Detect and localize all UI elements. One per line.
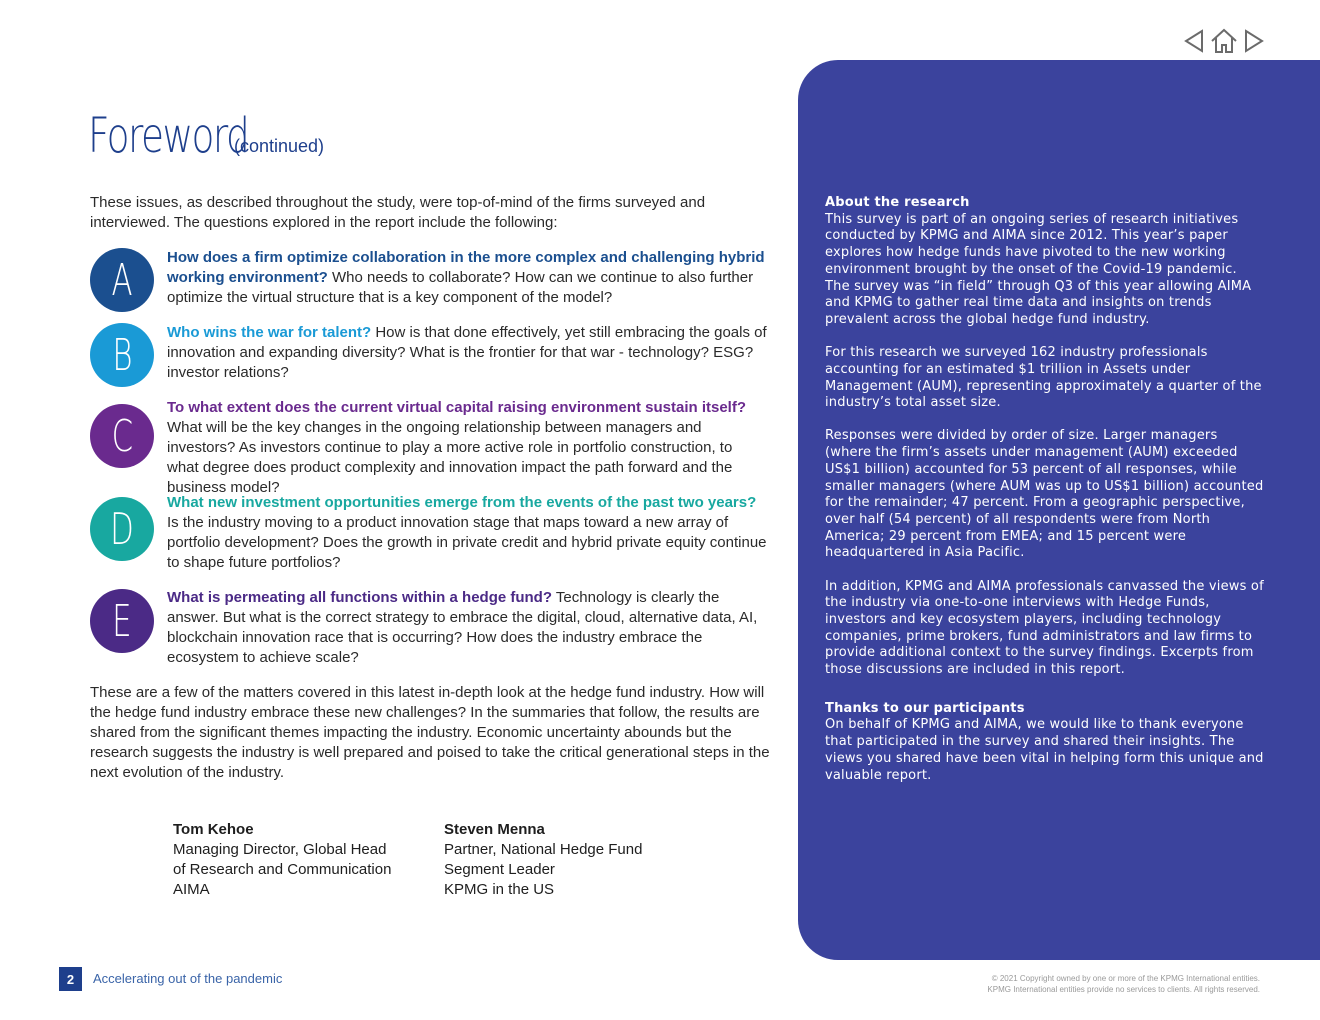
page-title-main: Foreword [88,108,249,164]
about-paragraph: For this research we surveyed 162 industry professionals accounting for an estimated $1 trillion in Assets under Management (AUM), representing approximately a quarter of the industry’s total asset size. [825,345,1262,411]
signature-role-line: Managing Director, Global Head [173,841,387,858]
about-research-content [825,195,1265,801]
signature-role-line: of Research and Communication [173,861,392,878]
letter-badge-c: C [90,404,154,468]
next-page-button[interactable] [1240,26,1268,56]
about-heading: About the research [825,195,970,210]
signature-tom-kehoe [173,820,391,900]
signature-name: Tom Kehoe [173,821,254,838]
question-text [167,398,767,498]
previous-page-button[interactable] [1180,26,1208,56]
question-highlight: What new investment opportunities emerge from the events of the past two years? [167,494,757,511]
question-highlight: To what extent does the current virtual capital raising environment sustain itself? [167,399,747,416]
home-icon [1210,28,1238,54]
signature-name: Steven Menna [444,821,545,838]
signature-steven-menna [444,820,642,900]
question-body: How is that done effectively, yet still embracing the goals of innovation and expanding diversity? What is the frontier for that war - technology? ESG? investor relations? [167,324,767,381]
intro-paragraph: These issues, as described throughout the study, were top-of-mind of the firms surveyed and interviewed. The questions explored in the report include the following: [90,194,706,231]
page-number-badge: 2 [59,967,82,991]
letter-badge-b: B [90,323,154,387]
question-text [167,588,767,668]
question-highlight: What is permeating all functions within a hedge fund? [167,589,553,606]
question-highlight: Who wins the war for talent? [167,324,372,341]
copyright-line: KPMG International entities provide no services to clients. All rights reserved. [987,985,1260,994]
question-text [167,248,767,308]
signature-org: AIMA [173,881,210,898]
question-text [167,323,767,383]
letter-badge-a: A [90,248,154,312]
copyright-line: © 2021 Copyright owned by one or more of the KPMG International entities. [991,974,1260,983]
footer-document-title: Accelerating out of the pandemic [93,971,283,986]
about-paragraph: In addition, KPMG and AIMA professionals canvassed the views of the industry via one-to-one interviews with Hedge Funds, investors and key ecosystem players, including technology companies, prime brokers, fund administrators and law firms to provide additional context to the survey findings. Excerpts from those discussions are included in this report. [825,578,1264,678]
question-text [167,493,767,573]
question-body: Is the industry moving to a product innovation stage that maps toward a new array of portfolio development? Does the growth in private credit and hybrid private equity continue to shape future portfolios? [167,514,767,571]
page-title-sub: (continued) [234,136,325,156]
question-body: Who needs to collaborate? How can we continue to also further optimize the virtual structure that is a key component of the model? [167,269,754,306]
letter-badge-e: E [90,589,154,653]
copyright-notice [930,973,1260,995]
about-paragraph: Responses were divided by order of size. Larger managers (where the firm’s assets under management (AUM) exceeded US$1 billion) accounted for 53 percent of all responses, while smaller managers (where AUM was up to US$1 billion) accounted for the remainder; 47 percent. From a geographic perspective, over half (54 percent) of all respondents were from North America; 29 percent from EMEA; and 15 percent were headquartered in Asia Pacific. [825,428,1264,561]
page-title [88,108,324,164]
signature-org: KPMG in the US [444,881,555,898]
about-paragraph: This survey is part of an ongoing series of research initiatives conducted by KPMG and AIMA since 2012. This year’s paper explores how hedge funds have pivoted to the new working environment brought by the onset of the Covid-19 pandemic. The survey was “in field” through Q3 of this year allowing AIMA and KPMG to gather real time data and insights on trends prevalent across the global hedge fund industry. [825,211,1252,327]
thanks-heading: Thanks to our participants [825,700,1025,716]
letter-badge-d: D [90,497,154,561]
question-body: What will be the key changes in the ongoing relationship between managers and investors? As investors continue to play a more active role in portfolio construction, to what degree does product complexity and innovation impact the path forward and the business model? [167,419,733,496]
signature-role-line: Segment Leader [444,861,555,878]
thanks-paragraph: On behalf of KPMG and AIMA, we would like to thank everyone that participated in the survey and shared their insights. The views you shared have been vital in helping form this unique and valuable report. [825,717,1264,783]
about-research-panel [798,60,1320,960]
next-page-icon [1243,29,1265,53]
home-button[interactable] [1210,26,1238,56]
question-body: Technology is clearly the answer. But what is the correct strategy to embrace the digital, cloud, alternative data, AI, blockchain innovation race that is occurring? How does the industry embrace the ecosystem to achieve scale? [167,589,758,666]
previous-page-icon [1183,29,1205,53]
page-navigation [1180,26,1268,56]
closing-paragraph: These are a few of the matters covered in this latest in-depth look at the hedge fund industry. How will the hedge fund industry embrace these new challenges? In the summaries that follow, the results are shared from the significant themes impacting the industry. Economic uncertainty abounds but the research suggests the industry is well prepared and poised to take the critical generational steps in the next evolution of the industry. [90,684,770,781]
signature-role-line: Partner, National Hedge Fund [444,841,643,858]
question-highlight: How does a firm optimize collaboration in the more complex and challenging hybrid working environment? [167,249,765,286]
